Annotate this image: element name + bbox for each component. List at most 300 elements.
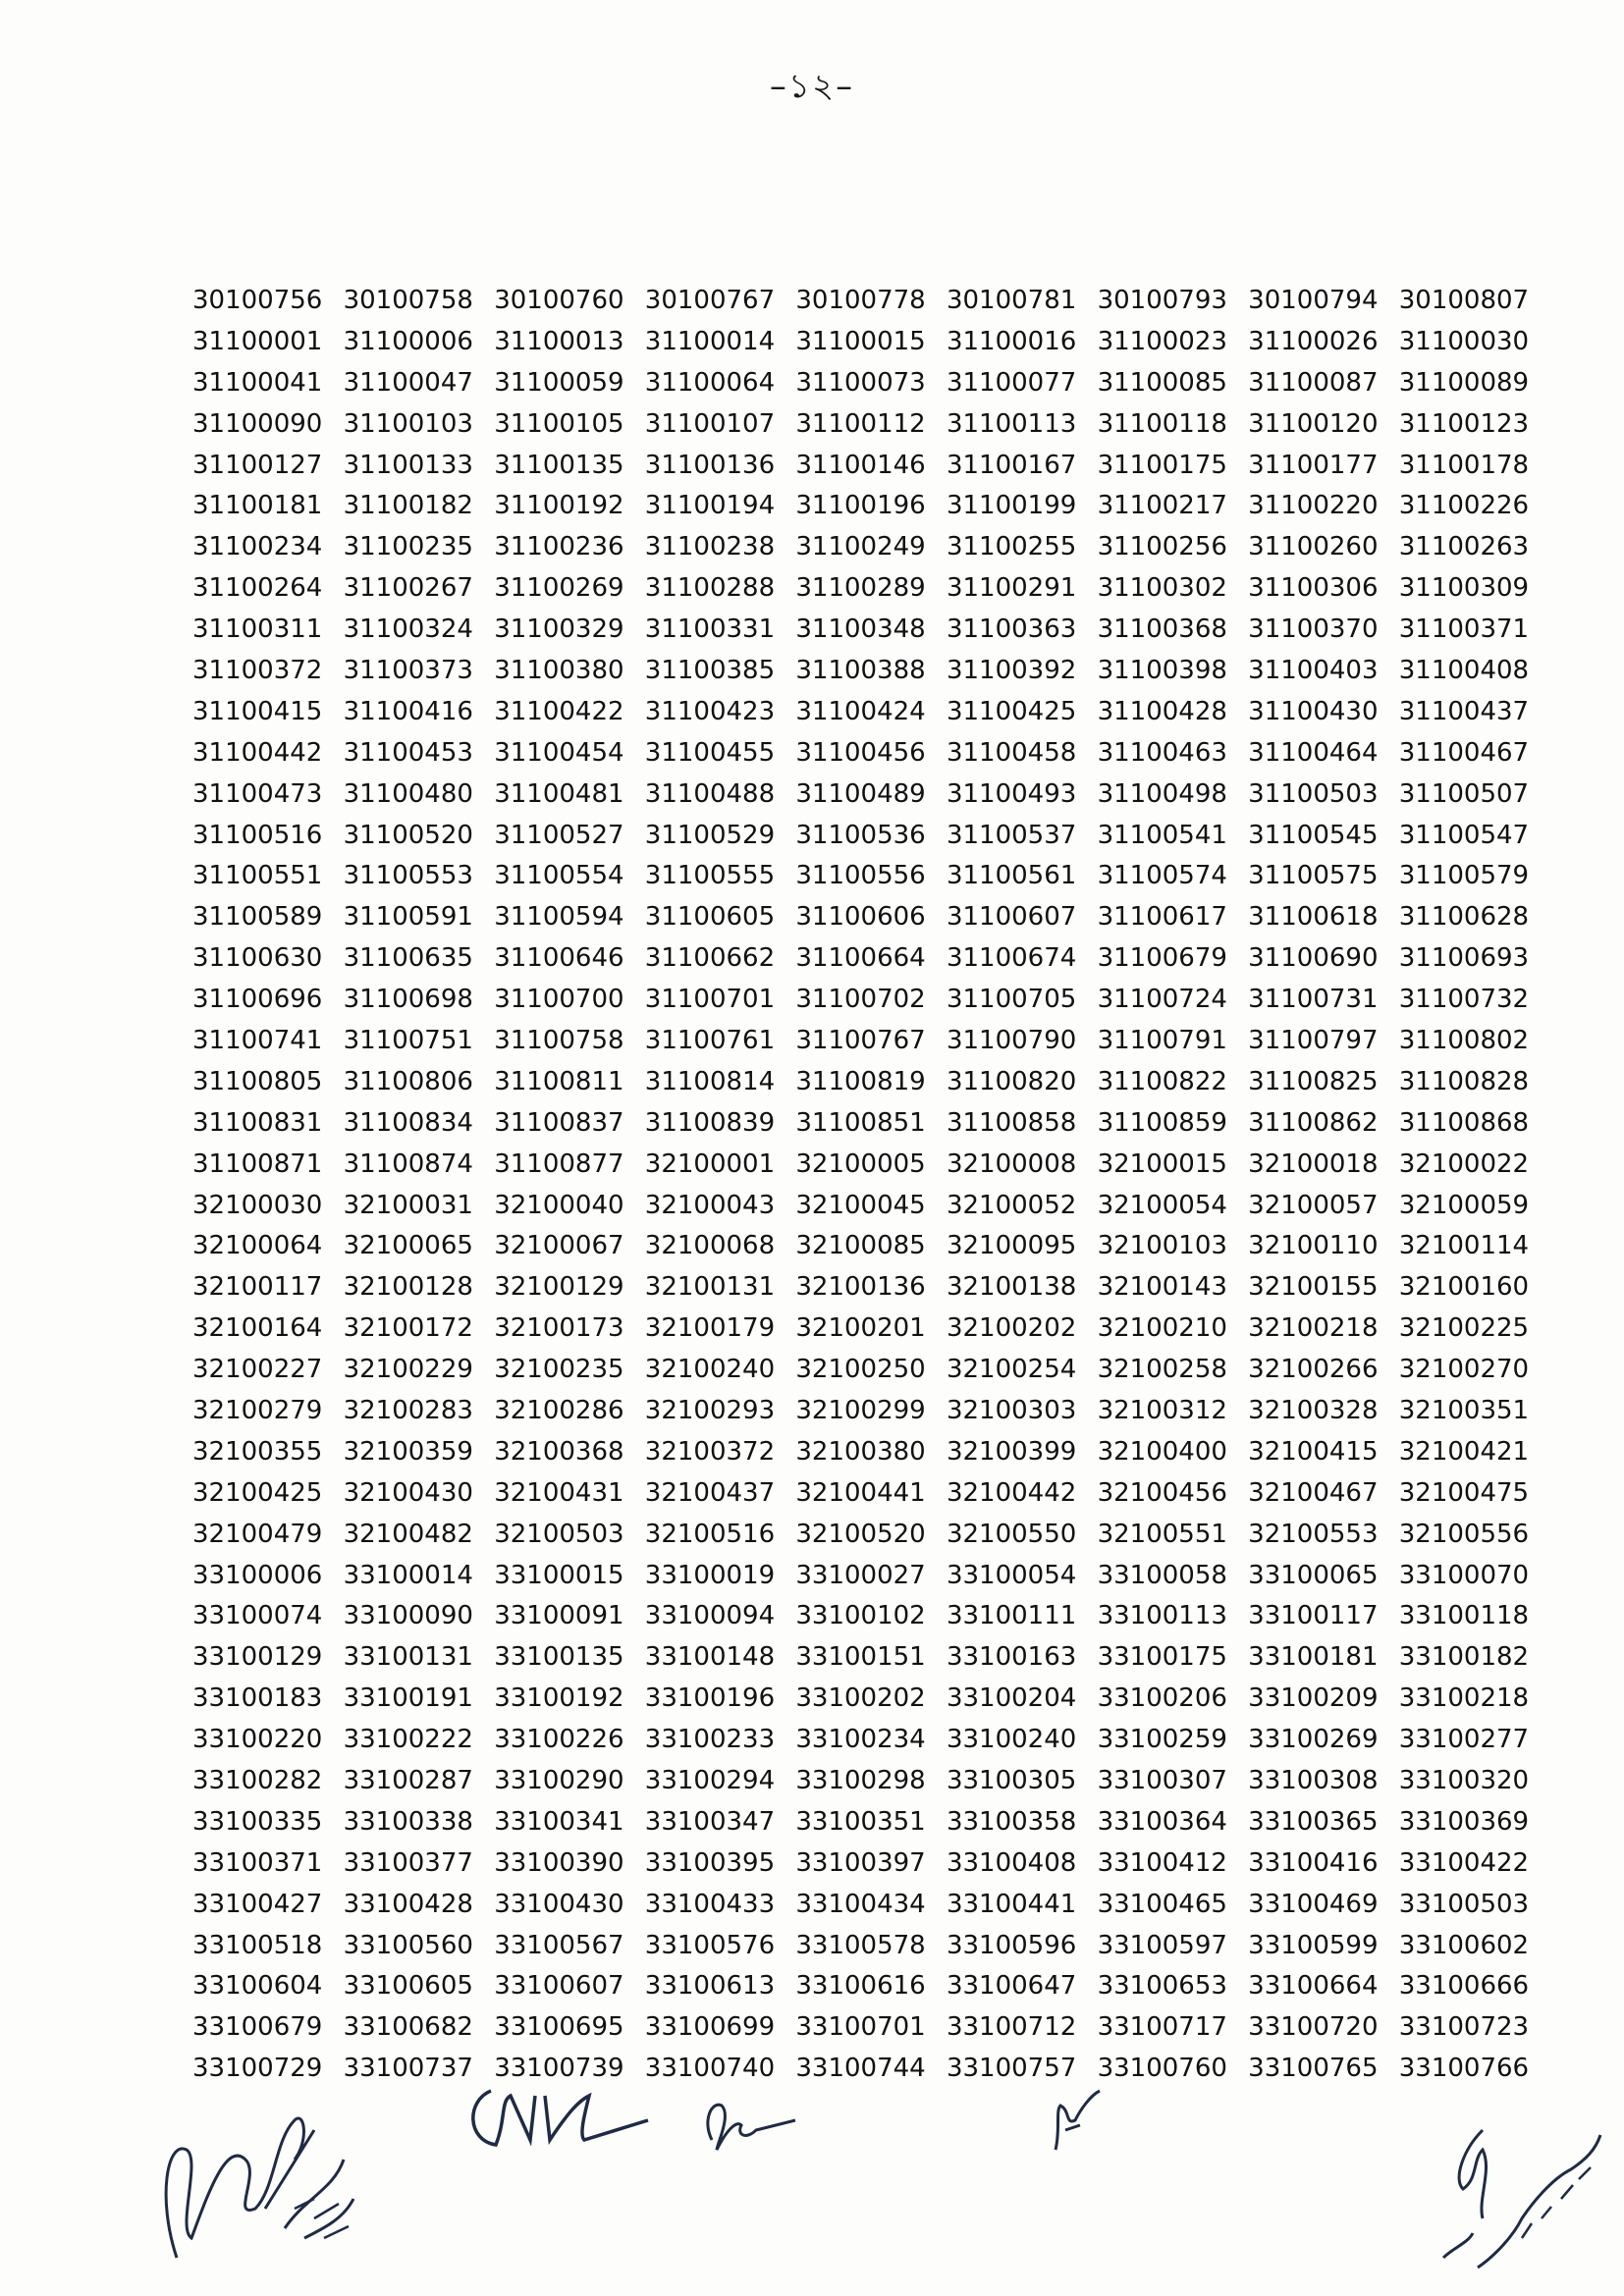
- roll-number: 33100282: [192, 1766, 323, 1795]
- roll-number: 33100135: [494, 1642, 624, 1673]
- roll-number: 31100871: [192, 1148, 323, 1179]
- roll-number: 31100628: [1398, 902, 1530, 933]
- roll-number: 31100797: [1248, 1025, 1379, 1055]
- roll-number: 31100701: [644, 985, 776, 1015]
- roll-number: 33100305: [946, 1766, 1077, 1795]
- roll-number: 31100348: [795, 614, 926, 645]
- roll-number: 32100117: [192, 1272, 323, 1303]
- roll-number: 30100760: [494, 285, 624, 315]
- roll-number: 30100807: [1398, 285, 1530, 315]
- roll-number: 32100022: [1398, 1148, 1530, 1179]
- roll-number: 33100298: [795, 1766, 926, 1795]
- roll-number: 32100179: [644, 1313, 776, 1344]
- roll-number: 31100309: [1398, 573, 1530, 604]
- roll-number: 31100371: [1398, 614, 1530, 645]
- roll-number: 31100422: [494, 696, 624, 726]
- table-row: [192, 1390, 1538, 1431]
- roll-number: 32100503: [494, 1519, 624, 1549]
- roll-number: 33100616: [795, 1971, 926, 2002]
- roll-number: 32100299: [795, 1395, 926, 1425]
- roll-number: 31100767: [795, 1025, 926, 1055]
- roll-number: 31100220: [1248, 491, 1379, 521]
- roll-number: 32100479: [192, 1519, 323, 1549]
- roll-number: 33100765: [1248, 2054, 1379, 2084]
- roll-number: 33100434: [795, 1889, 926, 1919]
- table-row: [192, 691, 1538, 732]
- roll-number: 31100269: [494, 573, 624, 604]
- roll-number: 31100606: [795, 902, 926, 933]
- roll-number: 31100814: [644, 1066, 776, 1096]
- roll-number: 32100283: [343, 1395, 473, 1425]
- table-row: [192, 1144, 1538, 1185]
- roll-number: 33100739: [494, 2054, 624, 2084]
- table-row: [192, 1472, 1538, 1514]
- roll-number: 31100480: [343, 778, 473, 809]
- roll-number: 31100489: [795, 778, 926, 809]
- table-row: [192, 2006, 1538, 2048]
- roll-number: 32100355: [192, 1436, 323, 1467]
- roll-number: 31100133: [343, 450, 473, 480]
- roll-number: 31100702: [795, 985, 926, 1015]
- roll-number: 33100113: [1097, 1601, 1227, 1631]
- page-number: –১২–: [769, 67, 855, 106]
- roll-number: 33100365: [1248, 1806, 1379, 1837]
- signature-2: [461, 2081, 658, 2160]
- roll-number: 32100005: [795, 1148, 926, 1179]
- roll-number: 31100306: [1248, 573, 1379, 604]
- roll-number: 32100258: [1097, 1355, 1227, 1385]
- roll-number: 31100236: [494, 532, 624, 562]
- table-row: [192, 1719, 1538, 1760]
- table-row: [192, 526, 1538, 567]
- roll-number: 32100131: [644, 1272, 776, 1303]
- roll-number: 31100329: [494, 614, 624, 645]
- roll-number: 33100222: [343, 1725, 473, 1755]
- roll-number: 31100806: [343, 1066, 473, 1096]
- roll-number: 33100191: [343, 1683, 473, 1714]
- roll-number: 31100415: [192, 696, 323, 726]
- roll-number: 33100320: [1398, 1766, 1530, 1795]
- roll-number: 31100553: [343, 861, 473, 891]
- roll-number: 30100781: [946, 285, 1077, 315]
- roll-number: 31100630: [192, 943, 323, 974]
- roll-number: 33100599: [1248, 1930, 1379, 1960]
- roll-number: 31100291: [946, 573, 1077, 604]
- roll-number: 31100791: [1097, 1025, 1227, 1055]
- roll-number: 33100226: [494, 1725, 624, 1755]
- roll-number: 31100456: [795, 737, 926, 768]
- roll-number: 31100059: [494, 367, 624, 398]
- roll-number: 33100679: [192, 2012, 323, 2043]
- roll-number: 32100286: [494, 1395, 624, 1425]
- roll-number: 31100263: [1398, 532, 1530, 562]
- roll-number: 31100541: [1097, 820, 1227, 850]
- roll-number: 33100518: [192, 1930, 323, 1960]
- roll-number: 31100324: [343, 614, 473, 645]
- roll-number: 33100014: [343, 1560, 473, 1590]
- roll-number: 31100819: [795, 1066, 926, 1096]
- roll-number: 31100388: [795, 655, 926, 685]
- roll-number: 33100653: [1097, 1971, 1227, 2002]
- roll-number: 32100328: [1248, 1395, 1379, 1425]
- roll-number: 31100085: [1097, 367, 1227, 398]
- roll-number: 33100377: [343, 1847, 473, 1878]
- roll-number: 33100469: [1248, 1889, 1379, 1919]
- roll-number: 33100175: [1097, 1642, 1227, 1673]
- table-row: [192, 896, 1538, 937]
- roll-number: 31100555: [644, 861, 776, 891]
- roll-number: 32100068: [644, 1231, 776, 1261]
- roll-number: 32100229: [343, 1355, 473, 1385]
- roll-number: 31100249: [795, 532, 926, 562]
- roll-number: 32100095: [946, 1231, 1077, 1261]
- roll-number: 33100269: [1248, 1725, 1379, 1755]
- roll-number: 31100192: [494, 491, 624, 521]
- roll-number: 33100290: [494, 1766, 624, 1795]
- roll-number: 31100194: [644, 491, 776, 521]
- roll-number: 33100428: [343, 1889, 473, 1919]
- roll-number: 32100018: [1248, 1148, 1379, 1179]
- roll-number: 33100605: [343, 1971, 473, 2002]
- roll-number: 33100151: [795, 1642, 926, 1673]
- roll-number: 31100458: [946, 737, 1077, 768]
- roll-number: 33100129: [192, 1642, 323, 1673]
- roll-number: 31100868: [1398, 1107, 1530, 1138]
- roll-number: 31100120: [1248, 408, 1379, 439]
- roll-number: 31100416: [343, 696, 473, 726]
- roll-number: 32100270: [1398, 1355, 1530, 1385]
- roll-number: 31100690: [1248, 943, 1379, 974]
- roll-number: 31100802: [1398, 1025, 1530, 1055]
- roll-number: 31100724: [1097, 985, 1227, 1015]
- roll-number: 33100218: [1398, 1683, 1530, 1714]
- roll-number: 32100065: [343, 1231, 473, 1261]
- roll-number: 32100045: [795, 1190, 926, 1220]
- roll-number: 33100233: [644, 1725, 776, 1755]
- roll-number: 31100260: [1248, 532, 1379, 562]
- roll-number: 33100163: [946, 1642, 1077, 1673]
- table-row: [192, 1884, 1538, 1925]
- roll-number: 33100019: [644, 1560, 776, 1590]
- roll-number: 33100602: [1398, 1930, 1530, 1960]
- signature-area: [0, 2061, 1624, 2296]
- roll-number: 31100006: [343, 326, 473, 356]
- roll-number: 32100138: [946, 1272, 1077, 1303]
- roll-number: 33100182: [1398, 1642, 1530, 1673]
- roll-number: 33100701: [795, 2012, 926, 2043]
- table-row: [192, 321, 1538, 362]
- roll-number: 31100178: [1398, 450, 1530, 480]
- roll-number: 32100085: [795, 1231, 926, 1261]
- roll-number: 31100256: [1097, 532, 1227, 562]
- roll-number: 33100744: [795, 2054, 926, 2084]
- roll-number: 31100507: [1398, 778, 1530, 809]
- table-row: [192, 732, 1538, 774]
- roll-number: 31100047: [343, 367, 473, 398]
- roll-number: 31100041: [192, 367, 323, 398]
- roll-number: 31100828: [1398, 1066, 1530, 1096]
- roll-number: 31100527: [494, 820, 624, 850]
- roll-number: 31100118: [1097, 408, 1227, 439]
- roll-number: 33100058: [1097, 1560, 1227, 1590]
- roll-number: 31100368: [1097, 614, 1227, 645]
- roll-number: 32100293: [644, 1395, 776, 1425]
- roll-number: 31100591: [343, 902, 473, 933]
- roll-number: 33100567: [494, 1930, 624, 1960]
- roll-number: 32100129: [494, 1272, 624, 1303]
- roll-number: 33100015: [494, 1560, 624, 1590]
- roll-number: 32100441: [795, 1477, 926, 1508]
- roll-number: 32100031: [343, 1190, 473, 1220]
- roll-number: 33100723: [1398, 2012, 1530, 2043]
- roll-number: 33100666: [1398, 1971, 1530, 2002]
- table-row: [192, 362, 1538, 403]
- roll-number: 31100554: [494, 861, 624, 891]
- roll-number: 32100064: [192, 1231, 323, 1261]
- roll-number: 32100225: [1398, 1313, 1530, 1344]
- roll-number: 31100837: [494, 1107, 624, 1138]
- roll-number: 31100705: [946, 985, 1077, 1015]
- table-row: [192, 774, 1538, 815]
- roll-number: 33100277: [1398, 1725, 1530, 1755]
- table-row: [192, 1225, 1538, 1266]
- roll-number: 32100172: [343, 1313, 473, 1344]
- roll-number: 31100516: [192, 820, 323, 850]
- table-row: [192, 280, 1538, 321]
- table-row: [192, 979, 1538, 1020]
- roll-number: 33100578: [795, 1930, 926, 1960]
- roll-number: 32100030: [192, 1190, 323, 1220]
- roll-number: 33100757: [946, 2054, 1077, 2084]
- roll-number: 31100698: [343, 985, 473, 1015]
- table-row: [192, 855, 1538, 896]
- roll-number: 32100254: [946, 1355, 1077, 1385]
- roll-number: 31100693: [1398, 943, 1530, 974]
- roll-number: 31100834: [343, 1107, 473, 1138]
- roll-number: 31100302: [1097, 573, 1227, 604]
- roll-number: 33100364: [1097, 1806, 1227, 1837]
- roll-number: 32100368: [494, 1436, 624, 1467]
- roll-number: 32100556: [1398, 1519, 1530, 1549]
- roll-number: 33100408: [946, 1847, 1077, 1878]
- table-row: [192, 609, 1538, 650]
- roll-number: 32100210: [1097, 1313, 1227, 1344]
- roll-number: 32100240: [644, 1355, 776, 1385]
- roll-number: 31100561: [946, 861, 1077, 891]
- table-row: [192, 1555, 1538, 1596]
- roll-number: 31100196: [795, 491, 926, 521]
- roll-number: 31100123: [1398, 408, 1530, 439]
- roll-number: 33100294: [644, 1766, 776, 1795]
- roll-number: 33100118: [1398, 1601, 1530, 1631]
- roll-number: 33100416: [1248, 1847, 1379, 1878]
- roll-number: 32100456: [1097, 1477, 1227, 1508]
- roll-number: 33100397: [795, 1847, 926, 1878]
- table-row: [192, 1636, 1538, 1678]
- roll-number: 31100392: [946, 655, 1077, 685]
- roll-number: 32100001: [644, 1148, 776, 1179]
- roll-number: 32100054: [1097, 1190, 1227, 1220]
- roll-number: 31100408: [1398, 655, 1530, 685]
- roll-number: 32100431: [494, 1477, 624, 1508]
- roll-number: 31100146: [795, 450, 926, 480]
- roll-number: 31100235: [343, 532, 473, 562]
- roll-number: 31100674: [946, 943, 1077, 974]
- roll-number: 31100473: [192, 778, 323, 809]
- roll-number: 32100437: [644, 1477, 776, 1508]
- roll-number: 33100647: [946, 1971, 1077, 2002]
- roll-number: 32100425: [192, 1477, 323, 1508]
- roll-number: 31100463: [1097, 737, 1227, 768]
- roll-number: 31100424: [795, 696, 926, 726]
- roll-number: 31100255: [946, 532, 1077, 562]
- roll-number: 33100395: [644, 1847, 776, 1878]
- roll-number: 33100287: [343, 1766, 473, 1795]
- roll-number: 32100059: [1398, 1190, 1530, 1220]
- roll-number: 31100679: [1097, 943, 1227, 974]
- roll-number: 33100335: [192, 1806, 323, 1837]
- roll-number: 31100380: [494, 655, 624, 685]
- roll-number: 33100465: [1097, 1889, 1227, 1919]
- roll-number: 33100054: [946, 1560, 1077, 1590]
- table-row: [192, 1801, 1538, 1842]
- roll-number: 31100862: [1248, 1107, 1379, 1138]
- roll-number: 33100427: [192, 1889, 323, 1919]
- roll-number: 33100204: [946, 1683, 1077, 1714]
- roll-number: 31100607: [946, 902, 1077, 933]
- roll-number: 32100227: [192, 1355, 323, 1385]
- roll-number: 33100441: [946, 1889, 1077, 1919]
- roll-number: 33100737: [343, 2054, 473, 2084]
- table-row: [192, 1842, 1538, 1884]
- table-row: [192, 567, 1538, 609]
- roll-number: 32100467: [1248, 1477, 1379, 1508]
- roll-number: 31100199: [946, 491, 1077, 521]
- table-row: [192, 403, 1538, 445]
- roll-number: 31100877: [494, 1148, 624, 1179]
- roll-number: 31100023: [1097, 326, 1227, 356]
- roll-number: 33100729: [192, 2054, 323, 2084]
- roll-number: 30100767: [644, 285, 776, 315]
- roll-number: 32100279: [192, 1395, 323, 1425]
- roll-number: 32100516: [644, 1519, 776, 1549]
- roll-number: 31100825: [1248, 1066, 1379, 1096]
- roll-number: 31100556: [795, 861, 926, 891]
- roll-number: 31100267: [343, 573, 473, 604]
- roll-number: 31100113: [946, 408, 1077, 439]
- roll-number: 31100805: [192, 1066, 323, 1096]
- roll-number: 32100312: [1097, 1395, 1227, 1425]
- roll-number: 32100143: [1097, 1272, 1227, 1303]
- roll-number: 33100027: [795, 1560, 926, 1590]
- roll-number: 31100112: [795, 408, 926, 439]
- roll-number: 31100014: [644, 326, 776, 356]
- roll-number: 33100412: [1097, 1847, 1227, 1878]
- roll-number: 31100073: [795, 367, 926, 398]
- roll-number: 31100234: [192, 532, 323, 562]
- roll-number: 31100136: [644, 450, 776, 480]
- roll-number: 32100201: [795, 1313, 926, 1344]
- roll-number: 32100218: [1248, 1313, 1379, 1344]
- table-row: [192, 485, 1538, 526]
- roll-number: 32100043: [644, 1190, 776, 1220]
- roll-number: 31100167: [946, 450, 1077, 480]
- roll-number: 32100114: [1398, 1231, 1530, 1261]
- roll-number: 31100423: [644, 696, 776, 726]
- roll-number: 33100094: [644, 1601, 776, 1631]
- roll-number: 33100351: [795, 1806, 926, 1837]
- roll-number: 33100338: [343, 1806, 473, 1837]
- roll-number: 33100576: [644, 1930, 776, 1960]
- roll-number: 33100117: [1248, 1601, 1379, 1631]
- roll-number: 31100839: [644, 1107, 776, 1138]
- roll-number: 33100717: [1097, 2012, 1227, 2043]
- roll-number: 32100482: [343, 1519, 473, 1549]
- roll-number: 33100607: [494, 1971, 624, 2002]
- roll-number: 30100794: [1248, 285, 1379, 315]
- roll-number: 33100760: [1097, 2054, 1227, 2084]
- roll-number: 31100077: [946, 367, 1077, 398]
- roll-number: 32100015: [1097, 1148, 1227, 1179]
- roll-number: 32100235: [494, 1355, 624, 1385]
- roll-number: 31100001: [192, 326, 323, 356]
- roll-number: 31100575: [1248, 861, 1379, 891]
- roll-number: 31100127: [192, 450, 323, 480]
- roll-number: 31100664: [795, 943, 926, 974]
- roll-number: 33100699: [644, 2012, 776, 2043]
- roll-number: 31100454: [494, 737, 624, 768]
- roll-number: 31100403: [1248, 655, 1379, 685]
- roll-number: 31100428: [1097, 696, 1227, 726]
- roll-number: 31100859: [1097, 1107, 1227, 1138]
- roll-number: 33100006: [192, 1560, 323, 1590]
- table-row: [192, 1596, 1538, 1637]
- roll-number: 31100822: [1097, 1066, 1227, 1096]
- roll-number: 32100164: [192, 1313, 323, 1344]
- table-row: [192, 1514, 1538, 1555]
- table-row: [192, 1185, 1538, 1226]
- roll-number: 31100467: [1398, 737, 1530, 768]
- roll-number: 32100008: [946, 1148, 1077, 1179]
- roll-number: 32100173: [494, 1313, 624, 1344]
- roll-number: 31100181: [192, 491, 323, 521]
- table-row: [192, 1061, 1538, 1102]
- roll-number: 33100259: [1097, 1725, 1227, 1755]
- roll-number: 31100430: [1248, 696, 1379, 726]
- roll-number: 31100177: [1248, 450, 1379, 480]
- roll-number: 31100618: [1248, 902, 1379, 933]
- roll-number: 31100103: [343, 408, 473, 439]
- roll-number: 32100128: [343, 1272, 473, 1303]
- roll-number: 32100430: [343, 1477, 473, 1508]
- roll-number: 32100520: [795, 1519, 926, 1549]
- roll-number: 32100057: [1248, 1190, 1379, 1220]
- roll-number: 30100793: [1097, 285, 1227, 315]
- roll-number: 33100596: [946, 1930, 1077, 1960]
- roll-number: 31100488: [644, 778, 776, 809]
- roll-number: 33100433: [644, 1889, 776, 1919]
- table-row: [192, 1678, 1538, 1719]
- roll-number: 31100874: [343, 1148, 473, 1179]
- table-row: [192, 1349, 1538, 1390]
- roll-number: 32100351: [1398, 1395, 1530, 1425]
- roll-number: 33100065: [1248, 1560, 1379, 1590]
- roll-number: 33100740: [644, 2054, 776, 2084]
- roll-number: 31100529: [644, 820, 776, 850]
- roll-number: 31100662: [644, 943, 776, 974]
- roll-number: 32100372: [644, 1436, 776, 1467]
- roll-number: 33100390: [494, 1847, 624, 1878]
